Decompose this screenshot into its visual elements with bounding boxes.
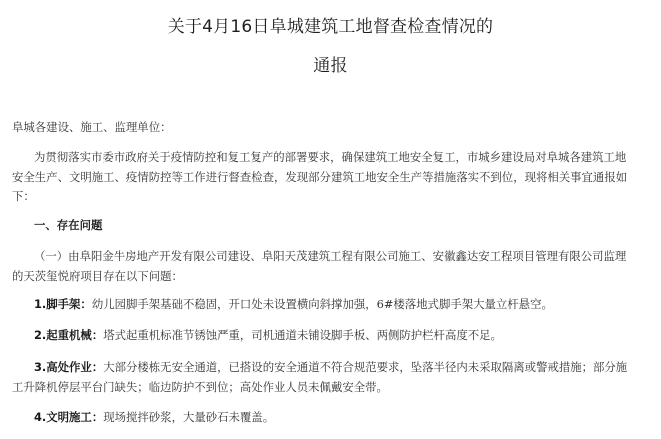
item-work-at-height-line-2: 工升降机停层平台门缺失；临边防护不到位；高处作业人员未佩戴安全带。 [12,380,388,394]
intro-paragraph-line-1: 为贯彻落实市委市政府关于疫情防控和复工复产的部署要求，确保建筑工地安全复工，市城乡建设局对阜城各建筑工地 [34,150,627,164]
item-scaffolding-text: 幼儿园脚手架基础不稳固，开口处未设置横向斜撑加强，6#楼落地式脚手架大量立杆悬空。 [91,297,553,311]
document-title-line-2: 通报 [313,56,348,76]
document-title-line-1: 关于4月16日阜城建筑工地督查检查情况的 [167,17,494,37]
item-civilized-construction-text: 现场搅拌砂浆，大量砂石未覆盖。 [103,410,275,424]
case-one-line-1: （一）由阜阳金牛房地产开发有限公司建设、阜阳天茂建筑工程有限公司施工、安徽鑫达安工程项目管理有限公司监理 [34,249,627,263]
item-work-at-height-text-line-1: 大部分楼栋无安全通道，已搭设的安全通道不符合规范要求，坠落半径内未采取隔离或警戒措施；部分施 [103,360,628,374]
item-lifting-machinery [34,328,502,342]
case-one-line-2: 的天茨玺悦府项目存在以下问题： [12,269,183,283]
item-civilized-construction-label: 4.文明施工： [34,410,104,424]
item-work-at-height [34,360,627,374]
intro-paragraph-line-2: 安全生产、文明施工、疫情防控等工作进行督查检查，发现部分建筑工地安全生产等措施落实不到位，现将相关事宜通报如 [12,170,628,184]
salutation: 阜城各建设、施工、监理单位： [12,120,172,134]
item-scaffolding-label: 1.脚手架： [34,297,92,311]
item-lifting-machinery-label: 2.起重机械： [34,328,104,342]
intro-paragraph-line-3: 下： [12,189,35,203]
item-civilized-construction [34,410,274,424]
section-heading-problems: 一、存在问题 [34,218,103,232]
item-scaffolding [34,297,553,311]
item-lifting-machinery-text: 塔式起重机标准节锈蚀严重，司机通道未铺设脚手板、两侧防护栏杆高度不足。 [103,328,502,342]
item-work-at-height-label: 3.高处作业： [34,360,104,374]
